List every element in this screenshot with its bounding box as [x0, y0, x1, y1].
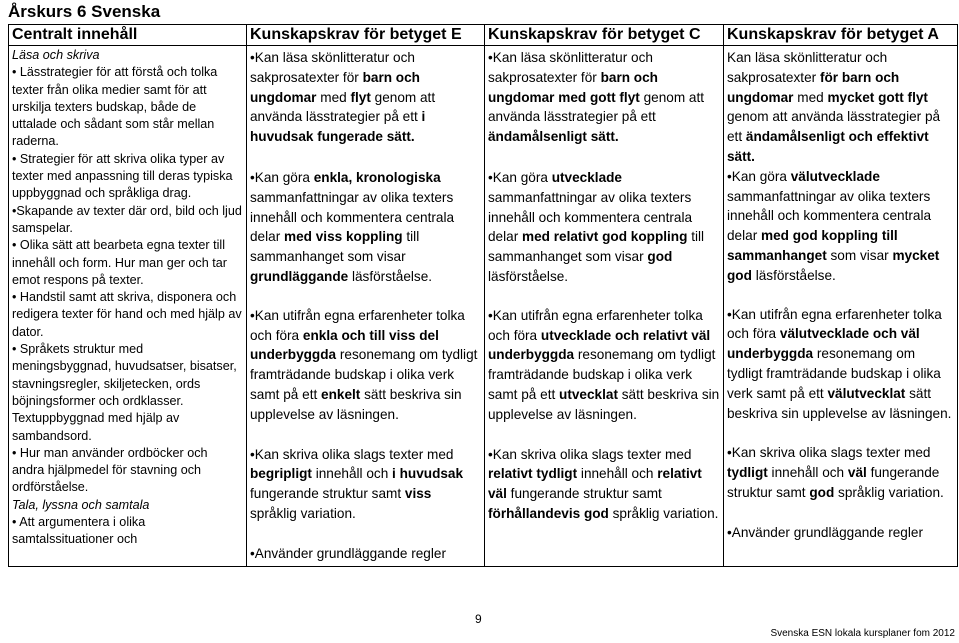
criterion-text: fungerande struktur samt	[727, 465, 940, 500]
emphasis-text: utvecklade	[551, 169, 622, 185]
emphasis-text: mycket gott flyt	[827, 89, 928, 105]
grade-a-rules	[727, 523, 954, 543]
grade-c-interpretation	[488, 306, 720, 425]
grade-a-summaries	[727, 167, 954, 286]
criterion-text: innehåll och	[311, 466, 393, 482]
content-bullet: • Lässtrategier för att förstå och tolka texter från olika medier samt för att urskilja texters budskap, både de uttalade och sådant som står mellan raderna.	[12, 65, 218, 149]
criterion-text: läsförståelse.	[488, 268, 569, 284]
emphasis-text: relativt tydligt	[488, 466, 578, 482]
criterion-text: •Använder grundläggande regler	[250, 545, 446, 561]
content-bullet: • Handstil samt att skriva, disponera och redigera texter för hand och med hjälp av dator.	[12, 290, 242, 339]
emphasis-text: grundläggande	[250, 268, 349, 284]
grade-e-reading	[250, 48, 481, 147]
emphasis-text: tydligt	[727, 465, 768, 481]
emphasis-text: viss	[404, 486, 432, 502]
criterion-text: sätt beskriva sin upplevelse av läsningen.	[727, 385, 952, 421]
emphasis-text: flyt	[350, 89, 371, 105]
content-bullet: • Att argumentera i olika samtalssituationer och	[12, 515, 146, 547]
grade-e-interpretation	[250, 306, 481, 425]
page-title: Årskurs 6 Svenska	[8, 2, 161, 21]
criterion-text: resonemang om tydligt framträdande budskap i olika verk samt på ett	[727, 346, 941, 401]
header-grade-e: Kunskapskrav för betyget E	[247, 25, 485, 46]
grade-c-reading	[488, 48, 720, 147]
emphasis-text: enkla, kronologiska	[313, 169, 441, 185]
criterion-text: •Kan läsa skönlitteratur och sakprosatexter för	[250, 50, 415, 85]
content-bullet: •Skapande av texter där ord, bild och ljud samspelar.	[12, 203, 242, 235]
criterion-text: sätt beskriva sin upplevelse av läsningen.	[250, 386, 462, 422]
criterion-text: språklig variation.	[608, 505, 719, 521]
criterion-text: genom att använda lässtrategier på ett	[250, 89, 436, 125]
criterion-text: sätt beskriva sin upplevelse av läsningen.	[488, 386, 720, 422]
emphasis-text: med viss koppling	[284, 229, 403, 245]
criterion-text: •Kan göra	[727, 168, 791, 184]
header-grade-c: Kunskapskrav för betyget C	[485, 25, 724, 46]
criterion-text: •Kan göra	[488, 169, 552, 185]
criterion-text: genom att använda lässtrategier på ett	[727, 109, 941, 145]
criterion-text: •Kan utifrån egna erfarenheter tolka och föra	[488, 307, 703, 343]
criterion-text: som visar	[826, 247, 893, 263]
emphasis-text: utvecklade och relativt väl underbyggda	[488, 327, 711, 363]
grade-c-summaries	[488, 168, 720, 287]
emphasis-text: med relativt god koppling	[522, 229, 688, 245]
criterion-text: •Kan skriva olika slags texter med	[250, 446, 454, 462]
emphasis-text: välutvecklade	[790, 168, 880, 184]
criterion-text: språklig variation.	[834, 484, 944, 500]
content-bullet: • Strategier för att skriva olika typer av texter med anpassning till deras typiska uppbyggnad och språkliga drag.	[12, 151, 233, 201]
grade-c-cell	[485, 46, 724, 567]
criterion-text: innehåll och	[767, 465, 848, 481]
emphasis-text: ändamålsenligt och effektivt sätt.	[727, 129, 929, 164]
emphasis-text: god	[647, 249, 673, 265]
criterion-text: genom att använda lässtrategier på ett	[488, 89, 705, 125]
content-bullet: • Hur man använder ordböcker och andra hjälpmedel för stavning och ordförståelse.	[12, 445, 208, 495]
curriculum-table	[8, 24, 958, 567]
criterion-text: med	[793, 89, 828, 105]
emphasis-text: utvecklat	[559, 386, 618, 402]
grade-a-reading	[727, 48, 954, 167]
emphasis-text: god	[809, 484, 835, 500]
emphasis-text: med god koppling till sammanhanget	[727, 228, 898, 263]
criterion-text: •Kan skriva olika slags texter med	[488, 446, 692, 462]
criterion-text: med	[316, 89, 351, 105]
emphasis-text: i huvudsak fungerade sätt.	[250, 109, 426, 145]
section-heading-talk-listen: Tala, lyssna och samtala	[12, 497, 150, 512]
grade-e-summaries	[250, 168, 481, 287]
emphasis-text: väl	[847, 465, 867, 481]
criterion-text: språklig variation.	[250, 505, 356, 521]
criterion-text: fungerande struktur samt	[250, 486, 405, 502]
criterion-text: fungerande struktur samt	[506, 486, 662, 502]
criterion-text: läsförståelse.	[348, 268, 433, 284]
criterion-text: läsförståelse.	[751, 267, 836, 283]
footer-text: Svenska ESN lokala kursplaner fom 2012	[770, 628, 955, 639]
criterion-text: resonemang om tydligt framträdande budskap i olika verk samt på ett	[488, 347, 716, 402]
emphasis-text: begripligt	[250, 466, 312, 482]
criterion-text: sammanfattningar av olika texters innehåll och kommentera centrala delar	[727, 188, 932, 244]
central-content-cell	[9, 46, 247, 567]
grade-e-rules	[250, 544, 481, 564]
emphasis-text: enkla och till viss del underbyggda	[250, 327, 439, 363]
emphasis-text: välutvecklat	[827, 385, 906, 401]
criterion-text: resonemang om tydligt framträdande budskap i olika verk samt på ett	[250, 347, 478, 402]
emphasis-text: enkelt	[321, 386, 361, 402]
criterion-text: •Kan skriva olika slags texter med	[727, 445, 931, 461]
criterion-text: till sammanhanget som visar	[250, 229, 420, 265]
emphasis-text: ändamålsenligt sätt.	[488, 129, 619, 145]
emphasis-text: barn och ungdomar med gott flyt	[488, 69, 658, 105]
grade-a-writing	[727, 443, 954, 502]
header-row	[9, 25, 958, 46]
emphasis-text: i huvudsak	[392, 466, 464, 482]
criterion-text: sammanfattningar av olika texters innehåll och kommentera centrala delar	[488, 189, 693, 245]
emphasis-text: för barn och ungdomar	[727, 69, 900, 105]
emphasis-text: relativt väl	[488, 466, 702, 502]
page-number: 9	[475, 612, 482, 626]
header-grade-a: Kunskapskrav för betyget A	[724, 25, 958, 46]
grade-e-writing	[250, 445, 481, 524]
grade-e-cell	[247, 46, 485, 567]
content-bullet: • Olika sätt att bearbeta egna texter till innehåll och form. Hur man ger och tar emot respons på texter.	[12, 238, 227, 287]
criterion-text: •Kan läsa skönlitteratur och sakprosatexter för	[488, 50, 653, 85]
section-heading-read-write: Läsa och skriva	[12, 48, 100, 62]
grade-a-interpretation	[727, 305, 954, 424]
criterion-text: •Kan utifrån egna erfarenheter tolka och föra	[250, 307, 465, 343]
criterion-text: Kan läsa skönlitteratur och sakprosatexter	[727, 50, 888, 85]
emphasis-text: mycket god	[727, 247, 940, 283]
content-row	[9, 46, 958, 567]
content-bullet: • Språkets struktur med meningsbyggnad, huvudsatser, bisatser, stavningsregler, skiljetecken, ords böjningsformer och ordklasser. Textuppbyggnad med hjälp av sambandsord.	[12, 342, 237, 443]
grade-a-cell	[724, 46, 958, 567]
emphasis-text: välutvecklade och väl underbyggda	[727, 326, 920, 362]
criterion-text: sammanfattningar av olika texters innehåll och kommentera centrala delar	[250, 189, 455, 245]
criterion-text: •Använder grundläggande regler	[727, 524, 923, 540]
criterion-text: •Kan utifrån egna erfarenheter tolka och föra	[727, 306, 942, 342]
emphasis-text: förhållandevis god	[488, 505, 609, 521]
emphasis-text: barn och ungdomar	[250, 69, 420, 105]
criterion-text: •Kan göra	[250, 169, 314, 185]
criterion-text: till sammanhanget som visar	[488, 229, 705, 265]
criterion-text: innehåll och	[577, 466, 658, 482]
grade-c-writing	[488, 445, 720, 524]
header-central-content: Centralt innehåll	[9, 25, 247, 46]
